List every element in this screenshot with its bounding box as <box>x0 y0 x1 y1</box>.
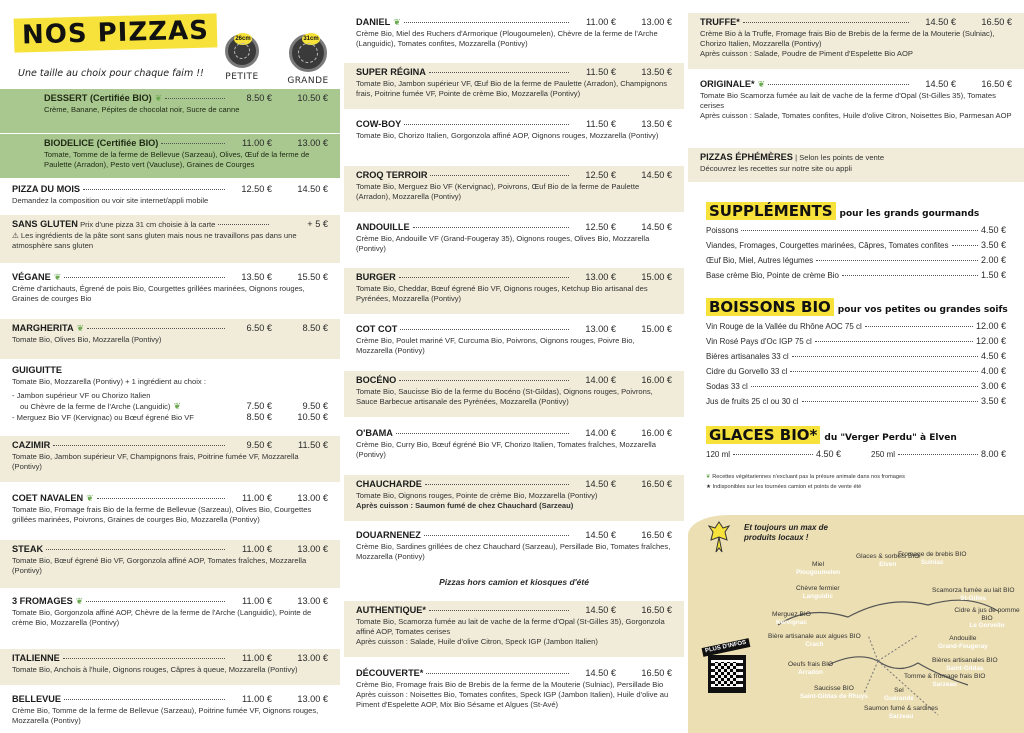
summer-banner: Pizzas hors camion et kiosques d'été <box>439 577 589 587</box>
hermine-icon <box>706 520 732 554</box>
drinks-title: BOISSONS BIO pour vos petites ou grandes soifs <box>706 298 1008 316</box>
menu-item: STEAK 11.00 € 13.00 € Tomate Bio, Bœuf égrené Bio VF, Gorgonzola affiné AOP, Tomates fraîches, Mozzarella (Pontivy) <box>0 540 340 588</box>
supplement-row: Base crème Bio, Pointe de crème Bio 1.50 € <box>706 270 1006 280</box>
map-tag: Andouille Grand-Fougeray <box>938 635 988 650</box>
brand-subtitle: Une taille au choix pour chaque faim !! <box>18 68 204 79</box>
map-tag: Bières artisanales BIO Saint-Gildas <box>932 657 998 672</box>
menu-item: VÉGANE ❦ 13.50 € 15.50 € Crème d'artichauts, Égrené de pois Bio, Courgettes grillées marinées, Oignons rouges, Graines de courges Bio <box>12 272 328 303</box>
supplements-title: SUPPLÉMENTS pour les grands gourmands <box>706 202 979 220</box>
menu-column-2 <box>344 0 684 733</box>
menu-item: TRUFFE* 14.50 € 16.50 € Crème Bio à la Truffe, Fromage frais Bio de Brebis de la ferme de la Mouterie (Sulniac), Chorizo Italien, Mozzarella (Pontivy) Après cuisson : Salade, Poudre de Piment d'Espelette Bio AOP <box>688 13 1024 69</box>
supplement-row: Poissons 4.50 € <box>706 225 1006 235</box>
menu-item: DANIEL ❦ 11.00 € 13.00 € Crème Bio, Miel des Ruchers d'Armorique (Plougoumelen), Chèvre de la ferme de l'Arche (Languidic), Tomates confites, Mozzarella (Pontivy) <box>356 17 672 48</box>
menu-item: BELLEVUE 11.00 € 13.00 € Crème Bio, Tomme de la ferme de Bellevue (Sarzeau), Poitrine fumée VF, Oignons rouges, Mozzarella (Pontivy) <box>12 694 328 725</box>
veggie-leaf-icon: ❦ <box>757 79 766 89</box>
drink-row: Cidre du Gorvello 33 cl 4.00 € <box>706 366 1006 376</box>
menu-item: ANDOUILLE 12.50 € 14.50 € Crème Bio, Andouille VF (Grand-Fougeray 35), Oignons rouges, Olives Bio, Mozzarella (Pontivy) <box>356 222 672 253</box>
map-heading: Et toujours un max de produits locaux ! <box>744 523 829 542</box>
drink-row: Vin Rosé Pays d'Oc IGP 75 cl 12.00 € <box>706 336 1006 346</box>
supplement-row: Œuf Bio, Miel, Autres légumes 2.00 € <box>706 255 1006 265</box>
menu-item: BIODELICE (Certifiée BIO) 11.00 € 13.00 € Tomate, Tomme de la ferme de Bellevue (Sarzeau), Olives, Œuf de la ferme de Paulette (Arradon), Pesto vert (Vaucluse), Graines de Courges <box>0 134 340 178</box>
menu-item: AUTHENTIQUE* 14.50 € 16.50 € Tomate Bio, Scamorza fumée au lait de vache de la ferme d'Opal (St-Gilles 35), Gorgonzola affiné AOP, Tomates cerises Après cuisson : Salade, Huile d'olive Citron, Speck IGP (Jambon Italien) <box>344 601 684 657</box>
map-tag: Sel Guérande <box>884 687 914 702</box>
menu-item: COET NAVALEN ❦ 11.00 € 13.00 € Tomate Bio, Fromage frais Bio de la ferme de Bellevue (Sarzeau), Olives Bio, Courgettes grillées marinées, Poivrons, Graines de courges Bio, Mozzarella (Pontivy) <box>12 493 328 524</box>
menu-item: CROQ TERROIR 12.50 € 14.50 € Tomate Bio, Merguez Bio VF (Kervignac), Poivrons, Œuf Bio de la ferme de Paulette (Arradon), Mozzarella (Pontivy) <box>344 166 684 212</box>
map-tag: Cidre & jus de pomme BIO Le Gorvello <box>954 607 1020 630</box>
size-large-label: GRANDE <box>287 76 329 86</box>
map-tag: Glaces & sorbets BIO Elven <box>856 553 920 568</box>
footnote-star: ★ Indisponibles sur les tournées camion et points de vente été <box>706 484 862 490</box>
pizza-small-icon: 26cm <box>225 34 259 68</box>
map-tag: Fromage de brebis BIO Sulniac <box>898 551 967 566</box>
map-tag: Tomme & fromage frais BIO Sarzeau <box>904 673 986 688</box>
brand-title: NOS PIZZAS <box>14 13 218 52</box>
drink-row: Sodas 33 cl 3.00 € <box>706 381 1006 391</box>
map-tag: Chèvre fermier Languidic <box>796 585 840 600</box>
map-tag: Miel Plougoumelen <box>796 561 841 576</box>
menu-item: COT COT 13.00 € 15.00 € Crème Bio, Poulet mariné VF, Curcuma Bio, Poivrons, Oignons rouges, Poivre Bio, Mozzarella (Pontivy) <box>356 324 672 355</box>
drink-row: Jus de fruits 25 cl ou 30 cl 3.50 € <box>706 396 1006 406</box>
veggie-leaf-icon: ❦ <box>173 400 181 411</box>
map-tag: Bière artisanale aux algues BIO Crach <box>768 633 861 648</box>
menu-item: ITALIENNE 11.00 € 13.00 € Tomate Bio, Anchois à l'huile, Oignons rouges, Câpres à queue, Mozzarella (Pontivy) <box>0 649 340 685</box>
map-tag: Scamorza fumée au lait BIO St-Gilles <box>932 587 1015 602</box>
map-tag: Merguez BIO Kervignac <box>772 611 811 626</box>
qr-code[interactable] <box>708 655 746 693</box>
drink-row: Bières artisanales 33 cl 4.50 € <box>706 351 1006 361</box>
menu-item: MARGHERITA ❦ 6.50 € 8.50 € Tomate Bio, Olives Bio, Mozzarella (Pontivy) <box>0 319 340 359</box>
qr-label: PLUS D'INFOS <box>702 638 751 657</box>
menu-item: SANS GLUTEN Prix d'une pizza 31 cm choisie à la carte + 5 € ⚠ Les ingrédients de la pâte sont sans gluten mais nous ne travaillons pas dans une atmosphère sans gluten <box>0 215 340 263</box>
menu-item: BURGER 13.00 € 15.00 € Tomate Bio, Cheddar, Bœuf égrené Bio VF, Oignons rouges, Ketchup Bio artisanal des Pyrénées, Mozzarella (Pontivy) <box>344 268 684 314</box>
menu-item: PIZZAS ÉPHÉMÈRES | Selon les points de vente Découvrez les recettes sur notre site ou appli <box>688 148 1024 182</box>
menu-item: CHAUCHARDE 14.50 € 16.50 € Tomate Bio, Oignons rouges, Pointe de crème Bio, Mozzarella (Pontivy) Après cuisson : Saumon fumé de chez Chauchard (Sarzeau) <box>344 475 684 521</box>
veggie-leaf-icon: ❦ <box>53 272 62 282</box>
pizza-large-icon: 31cm <box>289 34 327 72</box>
menu-item: CAZIMIR 9.50 € 11.50 € Tomate Bio, Jambon supérieur VF, Champignons frais, Poitrine fumée VF, Mozzarella (Pontivy) <box>0 436 340 482</box>
menu-column-1 <box>0 0 340 733</box>
veggie-leaf-icon: ❦ <box>76 323 85 333</box>
veggie-leaf-icon: ❦ <box>154 93 163 103</box>
menu-item: ORIGINALE* ❦ 14.50 € 16.50 € Tomate Bio Scamorza fumée au lait de vache de la ferme d'Opal (St-Gilles 35), Tomates cerises Après cuisson : Salade, Tomates confites, Huile d'olive Citron, Noisettes Bio, Parmesan AOP <box>700 79 1012 120</box>
menu-item: O'BAMA 14.00 € 16.00 € Crème Bio, Curry Bio, Bœuf égréné Bio VF, Chorizo Italien, Tomates fraîches, Mozzarella (Pontivy) <box>356 428 672 459</box>
ice-cream-title: GLACES BIO* du "Verger Perdu" à Elven <box>706 426 957 444</box>
menu-item: PIZZA DU MOIS 12.50 € 14.50 € Demandez la composition ou voir site internet/appli mobile <box>12 184 328 206</box>
menu-item: 3 FROMAGES ❦ 11.00 € 13.00 € Tomate Bio, Gorgonzola affiné AOP, Chèvre de la ferme de l'Arche (Languidic), Pointe de crème Bio, Mozzarella (Pontivy) <box>12 596 328 627</box>
drink-row: Vin Rouge de la Vallée du Rhône AOC 75 cl 12.00 € <box>706 321 1006 331</box>
size-small-label: PETITE <box>225 72 259 82</box>
menu-item: DOUARNENEZ 14.50 € 16.50 € Crème Bio, Sardines grillées de chez Chauchard (Sarzeau), Persillade Bio, Tomates fraîches, Mozzarella (Pontivy) <box>356 530 672 561</box>
ice-cream-row: 120 ml 4.50 € 250 ml 8.00 € <box>706 449 1006 459</box>
menu-item: COW-BOY 11.50 € 13.50 € Tomate Bio, Chorizo Italien, Gorgonzola affiné AOP, Oignons rouges, Mozzarella (Pontivy) <box>356 119 672 141</box>
map-tag: Saumon fumé & sardines Sarzeau <box>864 705 939 720</box>
veggie-leaf-icon: ❦ <box>75 596 84 606</box>
menu-item: DESSERT (Certifiée BIO) ❦ 8.50 € 10.50 € Crème, Banane, Pépites de chocolat noir, Sucre de canne <box>0 89 340 133</box>
menu-item: DÉCOUVERTE* 14.50 € 16.50 € Crème Bio, Fromage frais Bio de Brebis de la ferme de la Mouterie (Sulniac), Persillade Bio Après cuisson : Noisettes Bio, Tomates confites, Speck IGP (Jambon Italien), Huile d'olive au Piment d'Espelette AOP, Mix Bio Sésame et Algues (St-Avé) <box>356 668 672 709</box>
supplement-row: Viandes, Fromages, Courgettes marinées, Câpres, Tomates confites 3.50 € <box>706 240 1006 250</box>
menu-item: BOCÉNO 14.00 € 16.00 € Tomate Bio, Saucisse Bio de la ferme du Bocéno (St-Gildas), Oignons rouges, Poivrons, Sauce Barbecue artisanale des Pyrénées, Mozzarella (Pontivy) <box>344 371 684 417</box>
map-tag: Saucisse BIO Saint-Gildas de Rhuys <box>800 685 868 700</box>
local-products-map <box>688 515 1024 733</box>
veggie-leaf-icon: ❦ <box>393 17 401 27</box>
footnote-veg: ❦ Recettes végétariennes n'excluant pas la présure animale dans nos fromages <box>706 474 905 480</box>
veggie-leaf-icon: ❦ <box>86 493 94 503</box>
map-tag: Oeufs frais BIO Arradon <box>788 661 834 676</box>
menu-item: SUPER RÉGINA 11.50 € 13.50 € Tomate Bio, Jambon supérieur VF, Œuf Bio de la ferme de Paulette (Arradon), Champignons frais, Poitrine fumée VF, Pointe de crème Bio, Mozzarella (Pontivy) <box>344 63 684 109</box>
menu-item: GUIGUITTE Tomate Bio, Mozzarella (Pontivy) + 1 ingrédient au choix : - Jambon supérieur VF ou Chorizo Italien ou Chèvre de la ferme de l'Arche (Languidic) ❦ 7.50 € 9.50 € - Merguez Bio VF (Kervignac) ou Bœuf égrené Bio VF 8.50 € 10.50 € <box>12 365 328 422</box>
